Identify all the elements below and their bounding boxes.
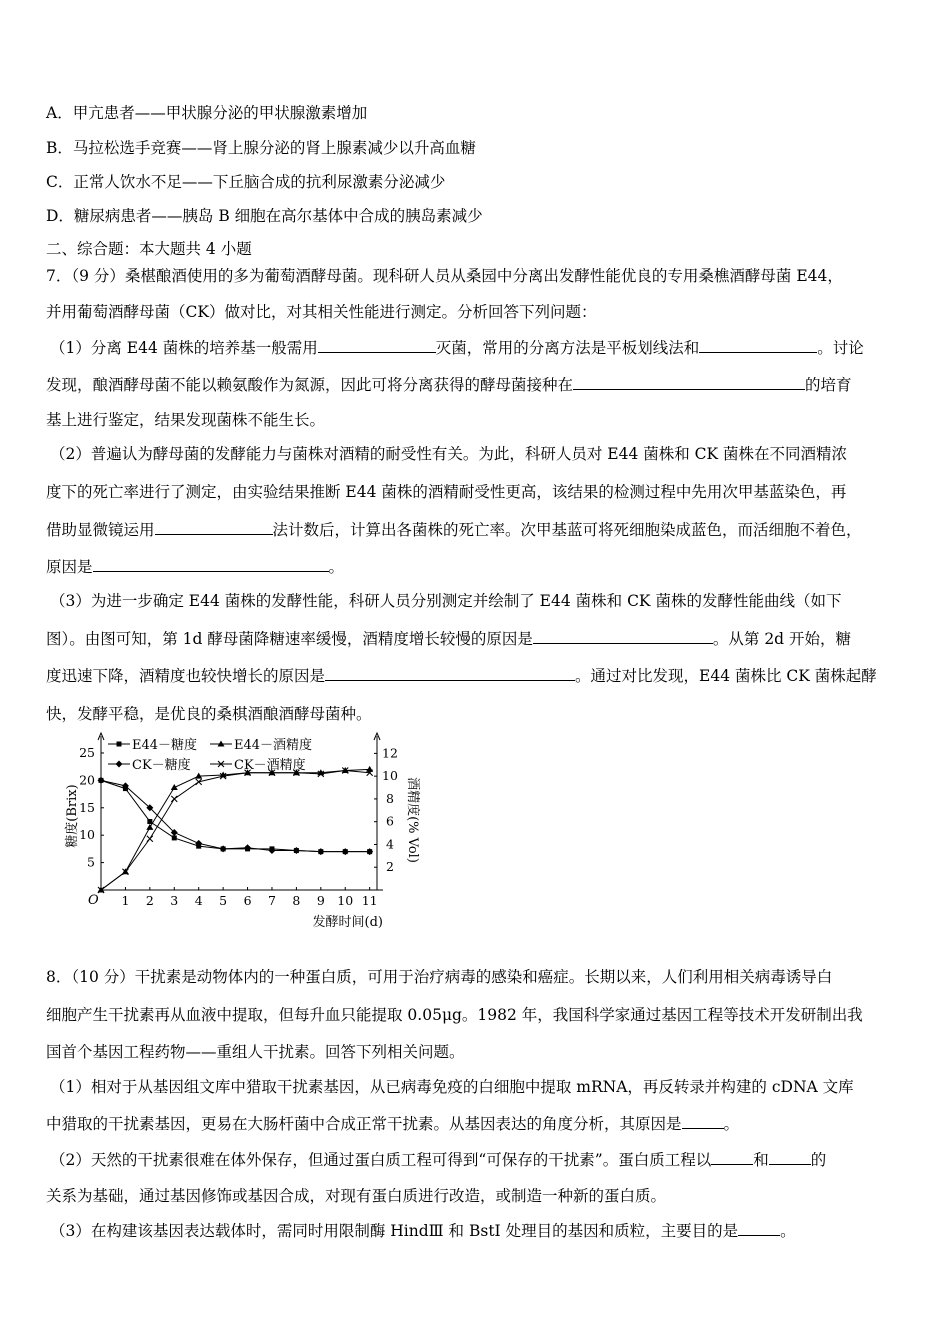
q8-part2-line-2: 关系为基础，通过基因修饰或基因合成，对现有蛋白质进行改造，或制造一种新的蛋白质。: [46, 1187, 667, 1205]
x-tick-label: 5: [219, 893, 228, 908]
x-tick-label: 11: [361, 893, 378, 908]
answer-blank[interactable]: [682, 1113, 724, 1129]
q8-part1-line-2: [46, 1113, 739, 1134]
answer-blank[interactable]: [325, 665, 575, 681]
y-left-tick-label: 15: [79, 799, 95, 815]
chart-legend: [108, 737, 312, 773]
q8-part2-text-a: （2）天然的干扰素很难在体外保存，但通过蛋白质工程可得到“可保存的干扰素”。蛋白质工程以: [50, 1151, 712, 1169]
origin-label: O: [88, 893, 99, 908]
data-point: [147, 836, 153, 842]
y-axis-left-label: 糖度(Brix): [65, 784, 80, 848]
answer-blank[interactable]: [769, 1149, 811, 1165]
q8-part2-text-c: 的: [810, 1151, 827, 1169]
q7-part2-text-f: 。: [328, 558, 345, 576]
answer-blank[interactable]: [738, 1220, 780, 1236]
q7-part3-text-c: 。从第 2d 开始，糖: [712, 630, 852, 648]
y-right-tick-label: 4: [386, 836, 394, 852]
q8-intro-line-3: 国首个基因工程药物——重组人干扰素。回答下列相关问题。: [46, 1043, 465, 1061]
data-point: [171, 796, 177, 802]
q7-part1-line-2: [46, 374, 852, 395]
answer-blank[interactable]: [93, 556, 329, 572]
fermentation-chart: [60, 730, 420, 940]
x-tick-label: 9: [316, 893, 325, 908]
x-tick-label: 4: [194, 893, 203, 908]
q7-part1-text-a: （1）分离 E44 菌株的培养基一般需用: [50, 339, 318, 357]
x-tick-label: 8: [292, 893, 301, 908]
q8-part1-text-c: 。: [723, 1115, 740, 1133]
q7-part3-line-1: （3）为进一步确定 E44 菌株的发酵性能，科研人员分别测定并绘制了 E44 菌株和 CK 菌株的发酵性能曲线（如下: [50, 592, 842, 610]
x-tick-label: 6: [243, 893, 252, 908]
x-tick-label: 2: [145, 893, 154, 908]
q7-part2-line-2: 度下的死亡率进行了测定，由实验结果推断 E44 菌株的酒精耐受性更高，该结果的检测过程中先用次甲基蓝染色，再: [46, 483, 847, 501]
y-right-tick-label: 6: [386, 813, 394, 829]
section-heading: 二、综合题：本大题共 4 小题: [46, 240, 252, 258]
data-point: [147, 819, 152, 824]
data-point: [146, 824, 153, 830]
series-line-4: [101, 770, 370, 890]
legend-label: CK－酒精度: [234, 758, 306, 773]
q7-part3-line-3: [46, 665, 877, 686]
q8-part2-line-1: [50, 1149, 826, 1170]
x-tick-label: 10: [337, 893, 354, 908]
q8-part2-text-b: 和: [753, 1151, 769, 1169]
q8-intro-line-1: 8．（10 分）干扰素是动物体内的一种蛋白质，可用于治疗病毒的感染和癌症。长期以来，人们利用相关病毒诱导白: [46, 968, 833, 986]
data-point: [171, 784, 178, 790]
answer-blank[interactable]: [533, 628, 713, 644]
q7-part2-line-1: （2）普遍认为酵母菌的发酵能力与菌株对酒精的耐受性有关。为此，科研人员对 E44 菌株和 CK 菌株在不同酒精浓: [50, 445, 848, 463]
y-left-tick-label: 25: [79, 744, 95, 760]
q7-part2-line-3: [46, 519, 862, 540]
q8-part3-text-b: 。: [780, 1222, 796, 1240]
option-d: D．糖尿病患者——胰岛 B 细胞在高尔基体中合成的胰岛素减少: [46, 207, 483, 225]
answer-blank[interactable]: [318, 337, 436, 353]
chart-series: [98, 766, 374, 893]
x-tick-label: 3: [170, 893, 179, 908]
q8-intro-line-2: 细胞产生干扰素再从血液中提取，但每升血只能提取 0.05μg。1982 年，我国科学家通过基因工程等技术开发研制出我: [46, 1006, 863, 1024]
q7-part2-text-d: 法计数后，计算出各菌株的死亡率。次甲基蓝可将死细胞染成蓝色，而活细胞不着色，: [272, 521, 862, 539]
option-b: B．马拉松选手竞赛——肾上腺分泌的肾上腺素减少以升高血糖: [46, 139, 476, 157]
q7-part3-text-e: 。通过对比发现，E44 菌株比 CK 菌株起酵: [575, 667, 877, 685]
legend-marker: [117, 742, 122, 747]
option-c: C．正常人饮水不足——下丘脑合成的抗利尿激素分泌减少: [46, 173, 446, 191]
q7-part1-text-b: 灭菌，常用的分离方法是平板划线法和: [435, 339, 700, 357]
answer-blank[interactable]: [573, 374, 805, 390]
y-right-tick-label: 8: [386, 790, 394, 806]
q8-part1-line-1: （1）相对于从基因组文库中猎取干扰素基因，从已病毒免疫的白细胞中提取 mRNA，再反转录并构建的 cDNA 文库: [50, 1078, 854, 1096]
y-right-tick-label: 2: [386, 859, 394, 875]
legend-label: E44－酒精度: [234, 738, 313, 753]
y-left-tick-label: 20: [79, 772, 95, 788]
q7-part3-line-4: 快，发酵平稳，是优良的桑棋酒酿酒酵母菌种。: [46, 705, 372, 723]
y-right-tick-label: 10: [382, 768, 398, 784]
answer-blank[interactable]: [699, 337, 817, 353]
legend-label: E44－糖度: [132, 738, 198, 753]
legend-label: CK－糖度: [132, 758, 191, 773]
option-a: A．甲亢患者——甲状腺分泌的甲状腺激素增加: [46, 104, 368, 122]
q7-part2-text-c: 借助显微镜运用: [46, 521, 155, 539]
series-line-2: [101, 769, 370, 890]
q7-part1-text-d: 发现，酿酒酵母菌不能以赖氨酸作为氮源，因此可将分离获得的酵母菌接种在: [46, 376, 574, 394]
q7-intro-line-2: 并用葡萄酒酵母菌（CK）做对比，对其相关性能进行测定。分析回答下列问题：: [46, 303, 597, 321]
q8-part3-line-1: [50, 1220, 796, 1241]
data-point: [172, 835, 177, 840]
q7-part3-text-d: 度迅速下降，酒精度也较快增长的原因是: [46, 667, 326, 685]
q8-part3-text-a: （3）在构建该基因表达载体时，需同时用限制酶 HindⅢ 和 BstⅠ 处理目的基因和质粒，主要目的是: [50, 1222, 739, 1240]
legend-marker: [116, 761, 123, 768]
y-axis-right-label: 酒精度(% Vol): [405, 777, 420, 863]
q7-part3-text-b: 图）。由图可知，第 1d 酵母菌降糖速率缓慢，酒精度增长较慢的原因是: [46, 630, 533, 648]
q7-part2-text-e: 原因是: [46, 558, 93, 576]
q7-part3-line-2: [46, 628, 851, 649]
q7-part1-text-c: 。讨论: [817, 339, 864, 357]
x-axis-label: 发酵时间(d): [312, 915, 383, 930]
x-tick-label: 7: [267, 893, 276, 908]
y-left-tick-label: 5: [87, 854, 95, 870]
q8-part1-text-b: 中猎取的干扰素基因，更易在大肠杆菌中合成正常干扰素。从基因表达的角度分析，其原因是: [46, 1115, 682, 1133]
y-left-tick-label: 10: [79, 827, 95, 843]
answer-blank[interactable]: [711, 1149, 753, 1165]
answer-blank[interactable]: [155, 519, 273, 535]
q7-part1-line-3: 基上进行鉴定，结果发现菌株不能生长。: [46, 411, 326, 429]
q7-part1-text-e: 的培育: [805, 376, 852, 394]
q7-part1-line-1: [50, 337, 864, 358]
x-tick-label: 1: [121, 893, 130, 908]
series-line-3: [101, 780, 370, 851]
q7-intro-line-1: 7．（9 分）桑椹酿酒使用的多为葡萄酒酵母菌。现科研人员从桑园中分离出发酵性能优良的专用桑樵酒酵母菌 E44，: [46, 267, 843, 285]
y-right-tick-label: 12: [382, 745, 398, 761]
series-line-1: [101, 780, 370, 851]
q7-part2-line-4: [46, 556, 344, 577]
